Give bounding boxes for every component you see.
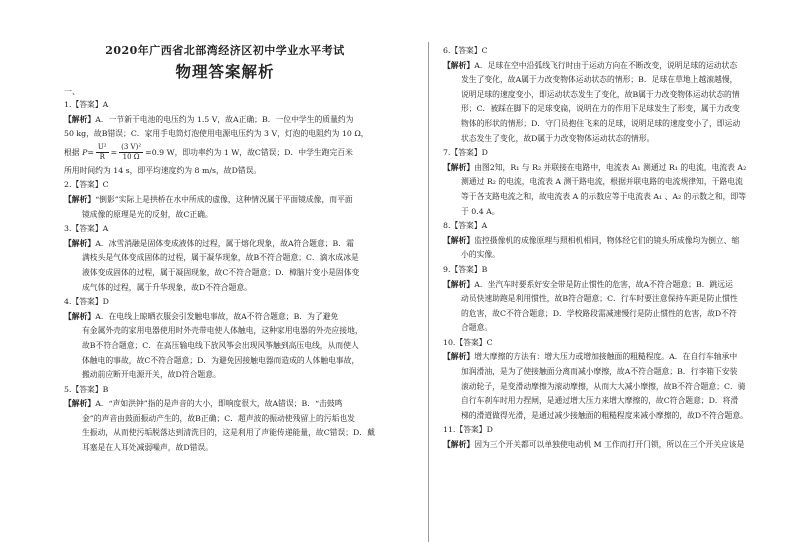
analysis-text: 测通过 R₂ 的电流，电流表 A 测干路电流，根据并联电路的电流规律知，干路电流 — [461, 177, 743, 187]
formula-symbol: P — [82, 147, 88, 157]
analysis-text: 动员快速助跑是利用惯性，故B符合题意；C．行车时要注意保持车距是防止惯性 — [461, 294, 738, 304]
analysis-text: A．坐汽车时要系好安全带是防止惯性的危害，故A不符合题意；B．跳远运 — [474, 279, 733, 289]
formula-numerator: U² — [97, 143, 107, 152]
document-title: 物理答案解析 — [175, 62, 275, 81]
analysis-text: 因为三个开关都可以单独使电动机 M 工作而打开门锁，所以在三个开关应该是 — [474, 440, 745, 450]
analysis-text: 满枝头是气体变成固体的过程，属于凝华现象，故B不符合题意；C．滴水成冰是 — [82, 253, 359, 263]
column-divider — [428, 42, 429, 542]
question-8 — [443, 219, 763, 263]
answer-6: 6.【答案】C — [443, 46, 488, 55]
analysis-tag: 【解析】 — [64, 399, 96, 409]
answer-7: 7.【答案】D — [443, 148, 488, 158]
analysis-text: 小的实像。 — [461, 250, 500, 260]
analysis-text: 成气体的过程，属于升华现象，故D不符合题意。 — [82, 282, 252, 292]
analysis-text: 镜成像的原理是光的反射，故C正确。 — [82, 209, 213, 219]
analysis-text: 有金属外壳的家用电器使用时外壳带电使人体触电，这种家用电器的外壳应接地， — [82, 326, 363, 336]
analysis-text: 发生了变化，故A属于力改变物体运动状态的情形；B．足球在草地上越滚越慢， — [461, 75, 738, 85]
analysis-text: 所用时间约为 14 s，即平均速度约为 8 m/s，故D错误。 — [64, 165, 262, 175]
analysis-text: 体触电的事故，故C不符合题意；D．为避免因接触电器而造成的人体触电事故， — [82, 355, 360, 365]
analysis-text: 由图2知，R₁ 与 R₂ 并联接在电路中，电流表 A₁ 测通过 R₁ 的电流，电流表 A₂ — [474, 162, 747, 172]
analysis-text: 生振动，从而使污垢脱落达到清洗目的，这是利用了声能传递能量，故C错误；D．戴 — [82, 428, 375, 438]
analysis-text: A．足球在空中沿弧线飞行时由于运动方向在不断改变，说明足球的运动状态 — [474, 60, 738, 70]
analysis-text: 增大摩擦的方法有：增大压力或增加接触面的粗糙程度。A．在自行车轴承中 — [474, 352, 738, 362]
analysis-text: 故B不符合题意；C．在高压输电线下放风筝会出现风筝触到高压电线，从而使人 — [82, 340, 359, 350]
analysis-tag: 【解析】 — [64, 114, 96, 124]
left-column — [64, 98, 410, 456]
analysis-text: 搬动前应断开电源开关，故D符合题意。 — [82, 370, 221, 380]
analysis-text: 滚动轮子，是变滑动摩擦为滚动摩擦，从而大大减小摩擦，故B不符合题意；C．骑 — [461, 381, 746, 391]
question-1 — [64, 98, 410, 178]
analysis-tag: 【解析】 — [443, 60, 475, 70]
analysis-text: 于 0.4 A。 — [461, 206, 500, 216]
analysis-text: 耳塞是在人耳处减弱噪声，故D错误。 — [82, 443, 213, 453]
analysis-tag: 【解析】 — [443, 235, 475, 245]
question-5 — [64, 383, 410, 456]
analysis-text: 等于各支路电流之和，故电流表 A 的示数应等于电流表 A₁ 、A₂ 的示数之和，即等 — [461, 191, 747, 201]
right-column — [443, 44, 763, 453]
analysis-text: 监控摄像机的成像原理与照相机相同，物体经它们的镜头所成像均为倒立、缩 — [474, 235, 740, 245]
analysis-text: 形；C．被踩在脚下的足球变扁，说明在力的作用下足球发生了形变，属于力改变 — [461, 104, 740, 114]
analysis-tag: 【解析】 — [64, 238, 96, 248]
analysis-text: 的危害，故C不符合题意；D．学校路段需减速慢行是防止惯性的危害，故D不符 — [461, 308, 737, 318]
analysis-text: 50 kg，故B错误；C．家用手电筒灯泡使用电源电压约为 3 V，灯泡的电阻约为 10 Ω， — [64, 129, 369, 139]
answer-9: 9.【答案】B — [443, 264, 488, 274]
analysis-text: 物体的形状的情形；D．守门员抱住飞来的足球，说明足球的速度变小了，即运动 — [461, 118, 741, 128]
answer-2: 2.【答案】C — [64, 180, 109, 190]
question-7 — [443, 146, 763, 219]
question-11 — [443, 423, 763, 452]
answer-5: 5.【答案】B — [64, 384, 109, 394]
answer-1: 1.【答案】A — [64, 100, 109, 109]
analysis-text: A．一节新干电池的电压约为 1.5 V，故A正确；B．一位中学生的质量约为 — [95, 114, 354, 124]
formula-denominator: R — [99, 153, 105, 162]
analysis-text: A．在电线上晾晒衣服会引发触电事故，故A不符合题意；B．为了避免 — [95, 311, 339, 321]
formula-denominator: 10 Ω — [122, 153, 140, 162]
formula-symbol: = — [110, 147, 118, 157]
analysis-text: 说明足球的速度变小，即运动状态发生了变化，故B属于力改变物体运动状态的情 — [461, 89, 740, 99]
analysis-text: 自行车刹车时用力捏闸，是通过增大压力来增大摩擦的，故C符合题意；D．将滑 — [461, 396, 739, 406]
formula-fraction — [119, 143, 143, 162]
analysis-tag: 【解析】 — [443, 279, 475, 289]
analysis-tag: 【解析】 — [64, 311, 96, 321]
analysis-text: A．冰雪消融是固体变成液体的过程，属于熔化现象，故A符合题意；B．霜 — [95, 238, 354, 248]
answer-3: 3.【答案】A — [64, 224, 109, 234]
answer-10: 10.【答案】C — [443, 337, 493, 347]
analysis-text: 金”的声音由鼓面振动产生的，故B正确；C．超声波的振动使残留上的污垢也发 — [82, 413, 355, 423]
analysis-text: =0.9 W，即功率约为 1 W，故C错误；D．中学生跑完百米 — [145, 147, 353, 157]
answer-4: 4.【答案】D — [64, 297, 109, 307]
analysis-text: 状态发生了变化，故D属于力改变物体运动状态的情形。 — [461, 133, 655, 143]
analysis-text: 液体变成固体的过程，属于凝固现象，故C不符合题意；D．樟脑片变小是固体变 — [82, 267, 360, 277]
analysis-text: 根据 — [64, 147, 80, 157]
formula-symbol: = — [87, 147, 94, 157]
question-10 — [443, 336, 763, 424]
analysis-text: “倒影”实际上是拱桥在水中所成的虚像，这种情况属于平面镜成像，而平面 — [95, 194, 353, 204]
question-9 — [443, 263, 763, 336]
section-label: 一、 — [64, 87, 80, 96]
question-2 — [64, 178, 410, 222]
analysis-text: A．“声如洪钟”指的是声音的大小，即响度很大，故A错误；B．“击鼓鸣 — [95, 399, 343, 409]
formula-fraction — [96, 143, 109, 162]
analysis-text: 加润滑油，是为了使接触面分离而减小摩擦，故A不符合题意；B．行李箱下安装 — [461, 367, 738, 377]
formula-numerator: (3 V)² — [121, 143, 142, 152]
analysis-tag: 【解析】 — [443, 352, 475, 362]
analysis-tag: 【解析】 — [64, 194, 96, 204]
analysis-tag: 【解析】 — [443, 440, 475, 450]
question-4 — [64, 295, 410, 383]
question-6 — [443, 44, 763, 146]
analysis-text: 合题意。 — [461, 323, 493, 333]
answer-8: 8.【答案】A — [443, 221, 488, 231]
question-3 — [64, 222, 410, 295]
exam-title: 2020年广西省北部湾经济区初中学业水平考试 — [105, 44, 345, 57]
analysis-text: 梯的滑道做得光滑，是通过减少接触面的粗糙程度来减小摩擦的，故D不符合题意。 — [461, 410, 748, 420]
answer-11: 11.【答案】D — [443, 425, 493, 435]
analysis-tag: 【解析】 — [443, 162, 475, 172]
